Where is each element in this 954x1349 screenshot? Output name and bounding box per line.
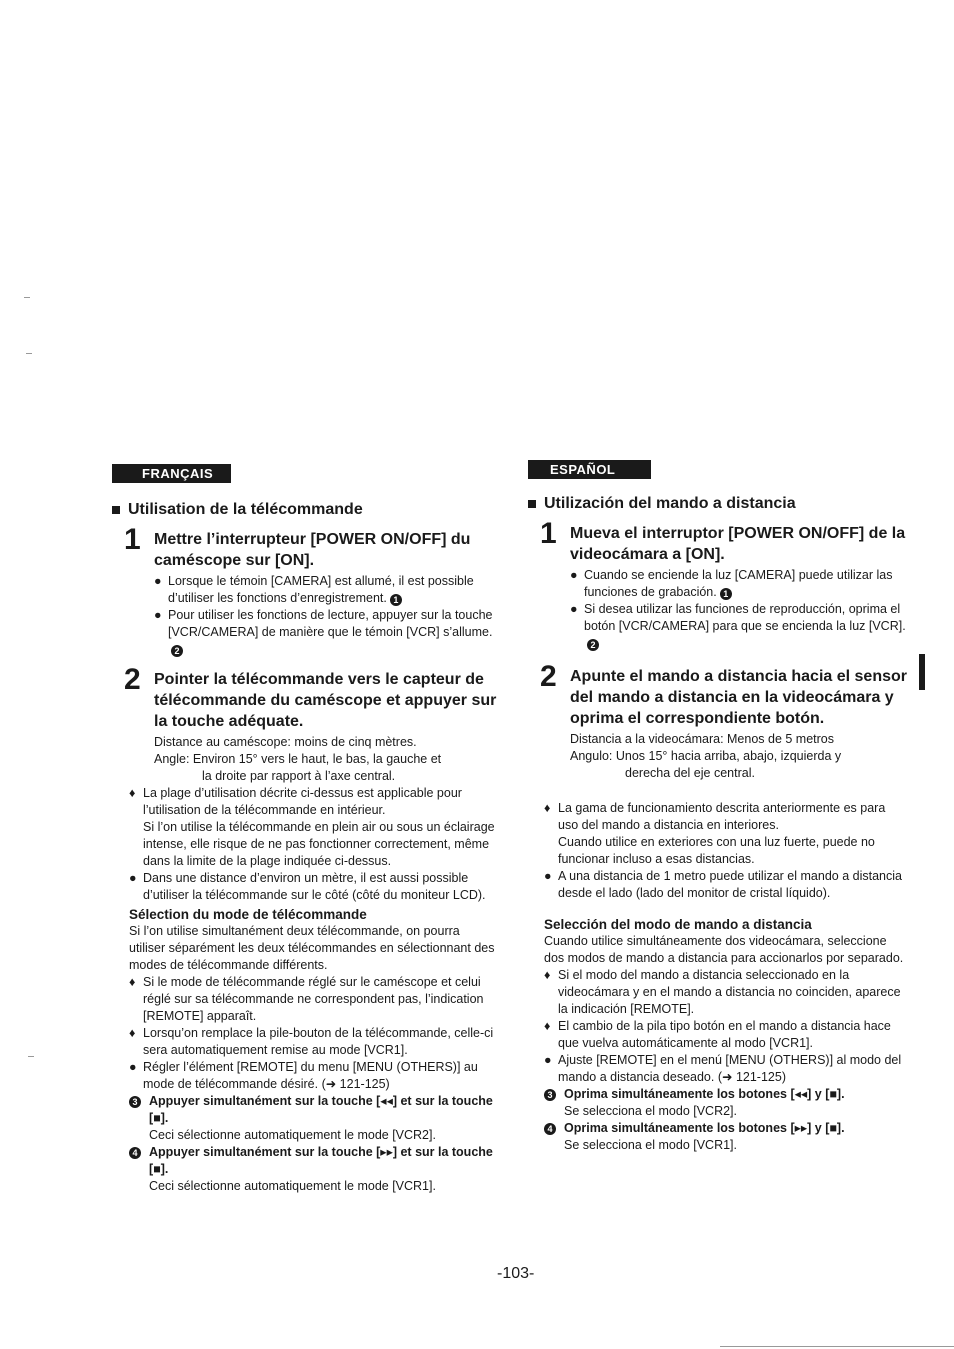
distance-text: Distance au caméscope: moins de cinq mètres. bbox=[154, 735, 417, 749]
bullet-icon: ● bbox=[154, 574, 162, 588]
list-item-text: Lorsqu’on remplace la pile-bouton de la télécommande, celle-ci sera automatiquement remise au mode [VCR1]. bbox=[143, 1026, 494, 1057]
operation-text: Se selecciona el modo [VCR1]. bbox=[564, 1138, 738, 1152]
operation-text: Ceci sélectionne automatiquement le mode [VCR2]. bbox=[149, 1128, 436, 1142]
square-bullet-icon bbox=[112, 506, 120, 514]
list-item-text: Lorsque le témoin [CAMERA] est allumé, il est possible d’utiliser les fonctions d’enregistrement. bbox=[168, 574, 474, 605]
operation-item bbox=[544, 1086, 908, 1120]
note-item bbox=[528, 868, 908, 902]
language-tab-french: FRANÇAIS bbox=[112, 464, 231, 483]
list-item-text: Régler l’élément [REMOTE] du menu [MENU (OTHERS)] au mode de télécommande désiré. (➜ 121-125) bbox=[143, 1060, 478, 1091]
note-text: A una distancia de 1 metro puede utilizar el mando a distancia desde el lado (lado del monitor de cristal líquido). bbox=[558, 869, 902, 900]
bullet-icon: ● bbox=[129, 1060, 137, 1074]
mode-section bbox=[528, 916, 908, 1154]
step-title: Mettre l’interrupteur [POWER ON/OFF] du caméscope sur [ON]. bbox=[154, 531, 471, 569]
list-item-text: Pour utiliser les fonctions de lecture, appuyer sur la touche [VCR/CAMERA] de manière que le témoin [VCR] s’allume. bbox=[168, 608, 493, 639]
note-item bbox=[112, 785, 497, 819]
step-number: 1 bbox=[540, 517, 557, 550]
margin-dash-mark bbox=[26, 353, 32, 354]
step-2 bbox=[528, 660, 908, 782]
circled-number-icon: 1 bbox=[390, 594, 402, 606]
list-item bbox=[154, 607, 497, 658]
list-item-text: Cuando se enciende la luz [CAMERA] puede utilizar las funciones de grabación. bbox=[584, 568, 893, 599]
square-bullet-icon bbox=[528, 500, 536, 508]
section-title-text: Utilización del mando a distancia bbox=[544, 495, 796, 512]
mode-section bbox=[112, 906, 497, 1195]
operation-title: Oprima simultáneamente los botones [◂◂] y [■]. bbox=[564, 1087, 845, 1101]
circled-number-icon: 4 bbox=[544, 1123, 556, 1135]
list-item-text: Si desea utilizar las funciones de reproducción, oprima el botón [VCR/CAMERA] para que se encienda la luz [VCR]. bbox=[584, 602, 906, 633]
list-item-text: El cambio de la pila tipo botón en el mando a distancia hace que vuelva automáticamente al modo [VCR1]. bbox=[558, 1019, 891, 1050]
step-title: Mueva el interruptor [POWER ON/OFF] de la videocámara a [ON]. bbox=[570, 525, 906, 563]
circled-number-icon: 4 bbox=[129, 1147, 141, 1159]
list-item bbox=[544, 1018, 908, 1052]
bullet-icon: ♦ bbox=[544, 1019, 551, 1033]
operation-title: Appuyer simultanément sur la touche [▸▸] et sur la touche [■]. bbox=[149, 1145, 493, 1176]
list-item-text: Si el modo del mando a distancia seleccionado en la videocámara y en el mando a distancia no coinciden, aparece la indicación [REMOTE]. bbox=[558, 968, 901, 1016]
margin-dash-mark bbox=[24, 297, 30, 298]
notes-list bbox=[112, 785, 497, 904]
step-number: 2 bbox=[124, 663, 141, 696]
bullet-icon: ♦ bbox=[129, 786, 136, 800]
list-item bbox=[544, 1052, 908, 1086]
language-tab-spanish: ESPAÑOL bbox=[528, 460, 651, 479]
bullet-icon: ● bbox=[570, 602, 578, 616]
distance-text: Distancia a la videocámara: Menos de 5 metros bbox=[570, 732, 835, 746]
language-margin-tab bbox=[919, 654, 925, 690]
list-item bbox=[544, 967, 908, 1018]
operation-item bbox=[129, 1093, 497, 1144]
circled-number-icon: 3 bbox=[129, 1096, 141, 1108]
bullet-icon: ● bbox=[129, 871, 137, 885]
list-item bbox=[129, 1025, 497, 1059]
bullet-icon: ● bbox=[544, 869, 552, 883]
list-item bbox=[570, 601, 908, 652]
bottom-rule bbox=[720, 1346, 954, 1347]
operation-text: Ceci sélectionne automatiquement le mode [VCR1]. bbox=[149, 1179, 436, 1193]
circled-number-icon: 1 bbox=[720, 588, 732, 600]
list-item bbox=[154, 573, 497, 607]
note-text: Si l’on utilise la télécommande en plein air ou sous un éclairage intense, elle risque de ne pas fonctionner correctement, même dans la limite de la plage indiquée ci-dessus. bbox=[143, 820, 495, 868]
note-text: Dans une distance d’environ un mètre, il est aussi possible d’utiliser la télécommande sur le côté (côté du moniteur LCD). bbox=[143, 871, 486, 902]
spanish-column bbox=[528, 460, 908, 1154]
subsection-title: Sélection du mode de télécommande bbox=[129, 907, 367, 922]
bullet-icon: ♦ bbox=[129, 975, 136, 989]
note-text: La gama de funcionamiento descrita anteriormente es para uso del mando a distancia en interiores. bbox=[558, 801, 886, 832]
bullet-icon: ♦ bbox=[129, 1026, 136, 1040]
operation-title: Appuyer simultanément sur la touche [◂◂] et sur la touche [■]. bbox=[149, 1094, 493, 1125]
angle-text-cont: derecha del eje central. bbox=[625, 766, 755, 780]
bullet-icon: ● bbox=[544, 1053, 552, 1067]
page-number: -103- bbox=[497, 1265, 535, 1282]
bullet-icon: ● bbox=[570, 568, 578, 582]
circled-number-icon: 3 bbox=[544, 1089, 556, 1101]
intro-text: Cuando utilice simultáneamente dos videocámara, seleccione dos modos de mando a distancia para accionarlos por separado. bbox=[544, 934, 904, 965]
section-title-text: Utilisation de la télécommande bbox=[128, 501, 363, 518]
angle-text: Angle: Environ 15° vers le haut, le bas, la gauche et bbox=[154, 752, 442, 766]
note-item bbox=[528, 834, 908, 868]
list-item bbox=[129, 1059, 497, 1093]
bullet-icon: ● bbox=[154, 608, 162, 622]
notes-list bbox=[528, 800, 908, 902]
step-number: 1 bbox=[124, 523, 141, 556]
list-item-text: Ajuste [REMOTE] en el menú [MENU (OTHERS)] al modo del mando a distancia deseado. (➜ 121-125) bbox=[558, 1053, 902, 1084]
operation-title: Oprima simultáneamente los botones [▸▸] y [■]. bbox=[564, 1121, 845, 1135]
list-item-text: Si le mode de télécommande réglé sur le caméscope et celui réglé sur sa télécommande ne correspondent pas, l’indication [REMOTE] apparaît. bbox=[143, 975, 484, 1023]
angle-text-cont: la droite par rapport à l’axe central. bbox=[202, 769, 396, 783]
note-item bbox=[112, 870, 497, 904]
step-number: 2 bbox=[540, 660, 557, 693]
note-item bbox=[528, 800, 908, 834]
operation-item bbox=[129, 1144, 497, 1195]
bullet-icon: ♦ bbox=[544, 801, 551, 815]
operation-text: Se selecciona el modo [VCR2]. bbox=[564, 1104, 738, 1118]
note-text: Cuando utilice en exteriores con una luz fuerte, puede no funcionar incluso a esas distancias. bbox=[558, 835, 875, 866]
operation-item bbox=[544, 1120, 908, 1154]
french-column bbox=[112, 464, 497, 1195]
step-2 bbox=[112, 663, 497, 785]
step-title: Apunte el mando a distancia hacia el sensor del mando a distancia en la videocámara y oprima el correspondiente botón. bbox=[570, 668, 907, 727]
note-text: La plage d’utilisation décrite ci-dessus est applicable pour l’utilisation de la télécommande en intérieur. bbox=[143, 786, 462, 817]
step-1 bbox=[528, 517, 908, 652]
list-item bbox=[129, 974, 497, 1025]
bullet-icon: ♦ bbox=[544, 968, 551, 982]
list-item bbox=[570, 567, 908, 601]
intro-text: Si l’on utilise simultanément deux télécommande, on pourra utiliser séparément les deux télécommandes en sélectionnant des modes de télécommande différents. bbox=[129, 924, 495, 972]
section-title bbox=[112, 501, 497, 519]
subsection-title: Selección del modo de mando a distancia bbox=[544, 917, 812, 932]
circled-number-icon: 2 bbox=[587, 639, 599, 651]
section-title bbox=[528, 495, 908, 513]
circled-number-icon: 2 bbox=[171, 645, 183, 657]
step-title: Pointer la télécommande vers le capteur de télécommande du caméscope et appuyer sur la touche adéquate. bbox=[154, 671, 497, 730]
note-item bbox=[112, 819, 497, 870]
step-1 bbox=[112, 523, 497, 658]
angle-text: Angulo: Unos 15° hacia arriba, abajo, izquierda y bbox=[570, 749, 842, 763]
margin-dash-mark bbox=[28, 1056, 34, 1057]
